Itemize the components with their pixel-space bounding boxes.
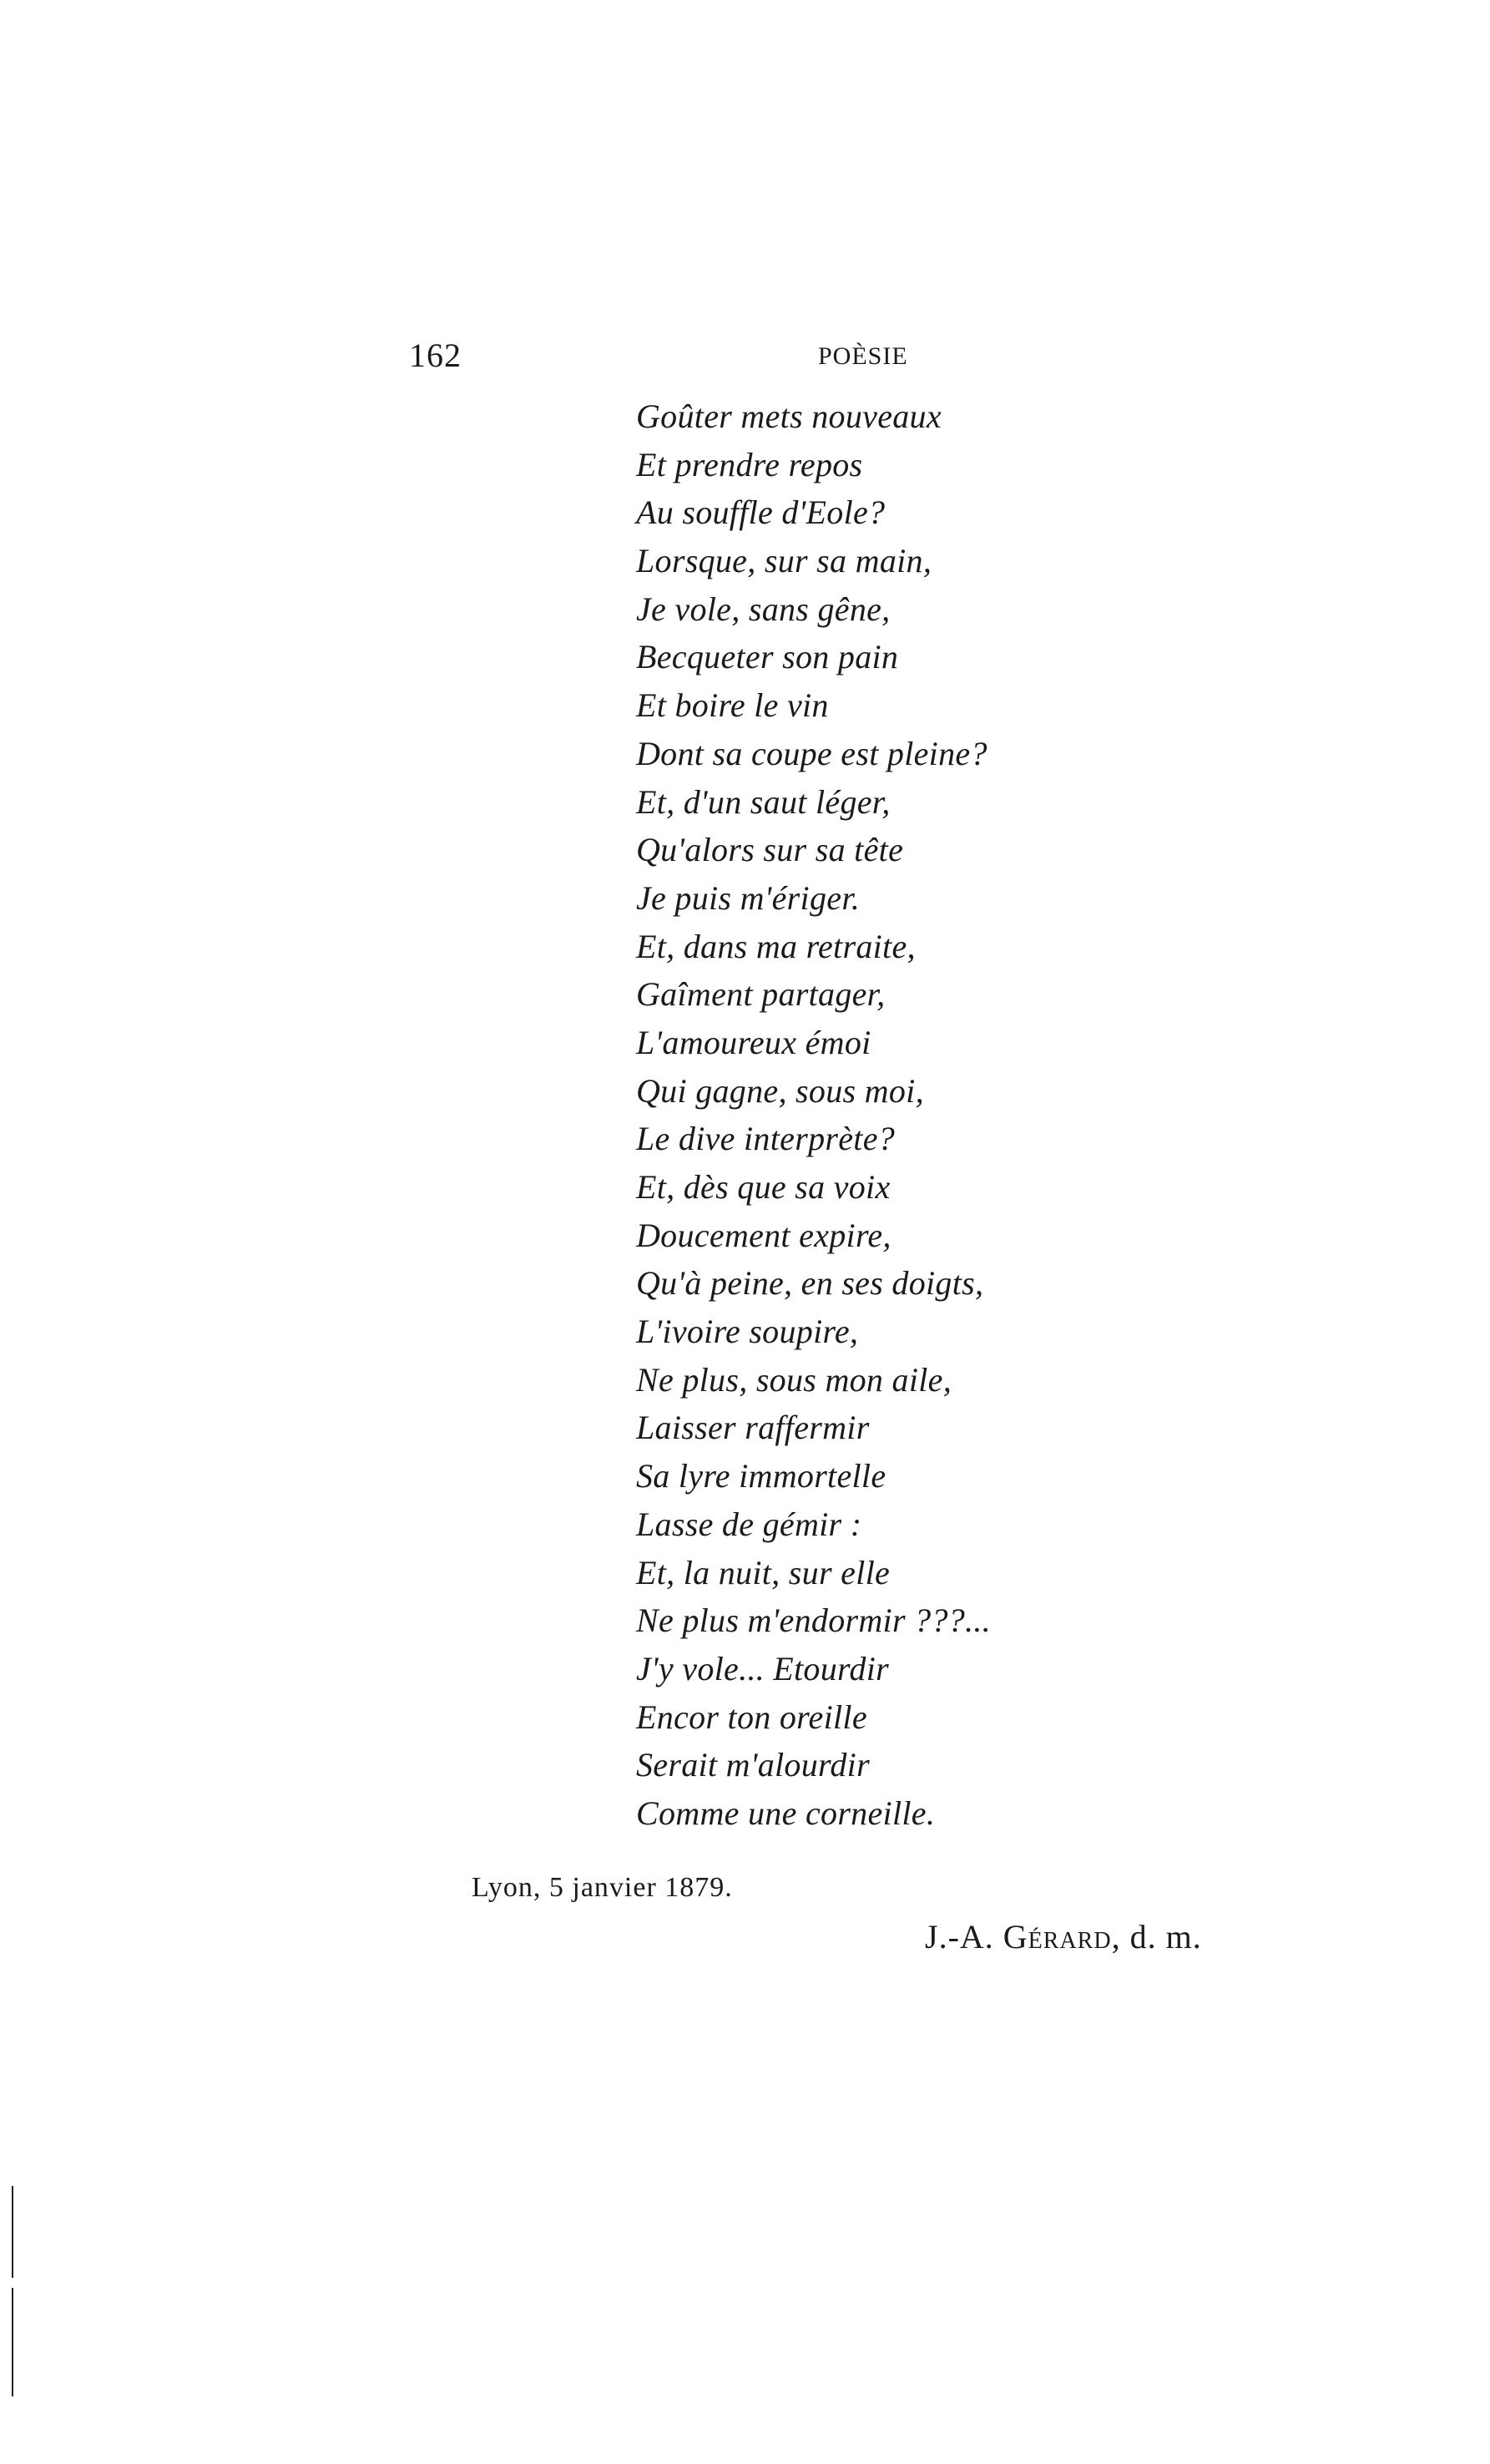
signature-name: Gérard,	[1003, 1918, 1121, 1956]
poem-line: Becqueter son pain	[636, 638, 899, 676]
place-date: Lyon, 5 janvier 1879.	[472, 1872, 733, 1903]
poem-line: Qui gagne, sous moi,	[636, 1071, 924, 1110]
poem-line: Doucement expire,	[636, 1216, 891, 1254]
margin-scan-line	[12, 2288, 13, 2396]
page-number: 162	[409, 336, 462, 374]
poem-line: Sa lyre immortelle	[636, 1457, 886, 1495]
poem-line: Le dive interprète?	[636, 1120, 896, 1158]
poem-line: Et, d'un saut léger,	[636, 782, 891, 821]
poem-line: Lorsque, sur sa main,	[636, 542, 932, 580]
poem-line: Et, la nuit, sur elle	[636, 1553, 891, 1591]
poem-line: Ne plus, sous mon aile,	[636, 1360, 952, 1399]
poem-line: Goûter mets nouveaux	[636, 397, 942, 435]
poem-line: Ne plus m'endormir ???...	[636, 1601, 991, 1640]
poem-line: Comme une corneille.	[636, 1794, 936, 1832]
poem-line: Qu'à peine, en ses doigts,	[636, 1264, 984, 1303]
poem-line: Et prendre repos	[636, 445, 863, 483]
poem-line: Je puis m'ériger.	[636, 878, 861, 917]
poem-line: Gaîment partager,	[636, 975, 886, 1014]
signature-initials: J.-A.	[925, 1918, 994, 1956]
poem-line: Encor ton oreille	[636, 1697, 867, 1736]
poem-line: Serait m'alourdir	[636, 1746, 870, 1784]
poem-line: Qu'alors sur sa tête	[636, 831, 904, 869]
poem-line: Et boire le vin	[636, 686, 829, 725]
poem-line: Dont sa coupe est pleine?	[636, 734, 987, 772]
poem	[636, 392, 991, 1838]
author-signature	[925, 1917, 1202, 1956]
poem-line: Laisser raffermir	[636, 1409, 870, 1447]
poem-line: Je vole, sans gêne,	[636, 589, 891, 628]
poem-line: J'y vole... Etourdir	[636, 1649, 889, 1687]
poem-line: Lasse de gémir :	[636, 1505, 862, 1543]
margin-scan-line	[12, 2186, 13, 2278]
poem-line: Et, dans ma retraite,	[636, 927, 916, 965]
running-head: POÈSIE	[818, 342, 908, 370]
signature-suffix: d. m.	[1129, 1918, 1202, 1956]
poem-line: Au souffle d'Eole?	[636, 493, 886, 532]
poem-line: L'ivoire soupire,	[636, 1313, 859, 1351]
poem-line: Et, dès que sa voix	[636, 1168, 891, 1206]
poem-line: L'amoureux émoi	[636, 1023, 871, 1061]
